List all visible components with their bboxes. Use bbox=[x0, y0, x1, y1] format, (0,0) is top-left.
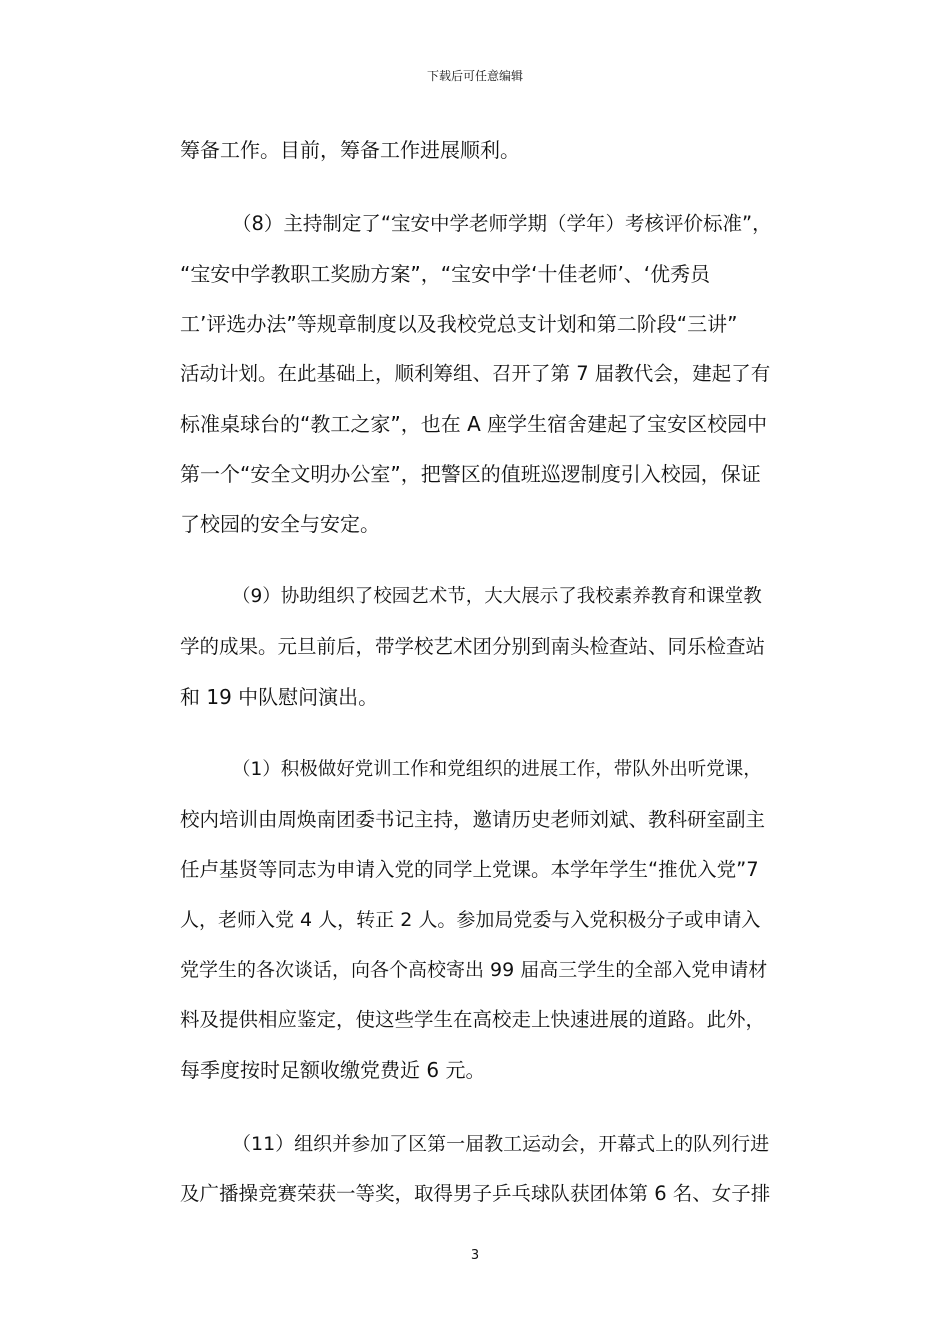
text-line: 料及提供相应鉴定，使这些学生在高校走上快速进展的道路。此外， bbox=[180, 1008, 766, 1031]
text-line: 及广播操竞赛荣获一等奖，取得男子乒乓球队获团体第 6 名、女子排 bbox=[180, 1182, 771, 1205]
text-line: 标准桌球台的“教工之家”，也在 A 座学生宿舍建起了宝安区校园中 bbox=[180, 412, 768, 436]
text-line: 工’评选办法”等规章制度以及我校党总支计划和第二阶段“三讲” bbox=[180, 312, 738, 336]
page-header: 下载后可任意编辑 bbox=[426, 69, 523, 83]
text-line: 人，老师入党 4 人，转正 2 人。参加局党委与入党积极分子或申请入 bbox=[180, 909, 761, 931]
text-line: （1）积极做好党训工作和党组织的进展工作，带队外出听党课， bbox=[232, 759, 762, 780]
text-line: 和 19 中队慰问演出。 bbox=[180, 685, 379, 709]
text-line: 每季度按时足额收缴党费近 6 元。 bbox=[180, 1058, 486, 1082]
page-number: 3 bbox=[470, 1248, 480, 1263]
text-line: 了校园的安全与安定。 bbox=[180, 512, 380, 536]
text-line: 校内培训由周焕南团委书记主持，邀请历史老师刘斌、教科研室副主 bbox=[180, 808, 766, 831]
text-line: “宝安中学教职工奖励方案”，“宝安中学‘十佳老师’、‘优秀员 bbox=[180, 262, 711, 286]
text-line: 学的成果。元旦前后，带学校艺术团分别到南头检查站、同乐检查站 bbox=[180, 635, 766, 658]
text-line: 活动计划。在此基础上，顺利筹组、召开了第 7 届教代会，建起了有 bbox=[180, 362, 771, 385]
text-line: （11）组织并参加了区第一届教工运动会，开幕式上的队列行进 bbox=[232, 1133, 770, 1155]
text-line: （8）主持制定了“宝安中学老师学期（学年）考核评价标准”， bbox=[232, 212, 772, 235]
text-line: 任卢基贤等同志为申请入党的同学上党课。本学年学生“推优入党”7 bbox=[180, 858, 759, 881]
text-line: 筹备工作。目前，筹备工作进展顺利。 bbox=[180, 138, 520, 162]
text-line: 第一个“安全文明办公室”，把警区的值班巡逻制度引入校园，保证 bbox=[180, 462, 761, 486]
text-line: 党学生的各次谈话，向各个高校寄出 99 届高三学生的全部入党申请材 bbox=[180, 959, 768, 981]
text-line: （9）协助组织了校园艺术节，大大展示了我校素养教育和课堂教 bbox=[232, 586, 762, 607]
